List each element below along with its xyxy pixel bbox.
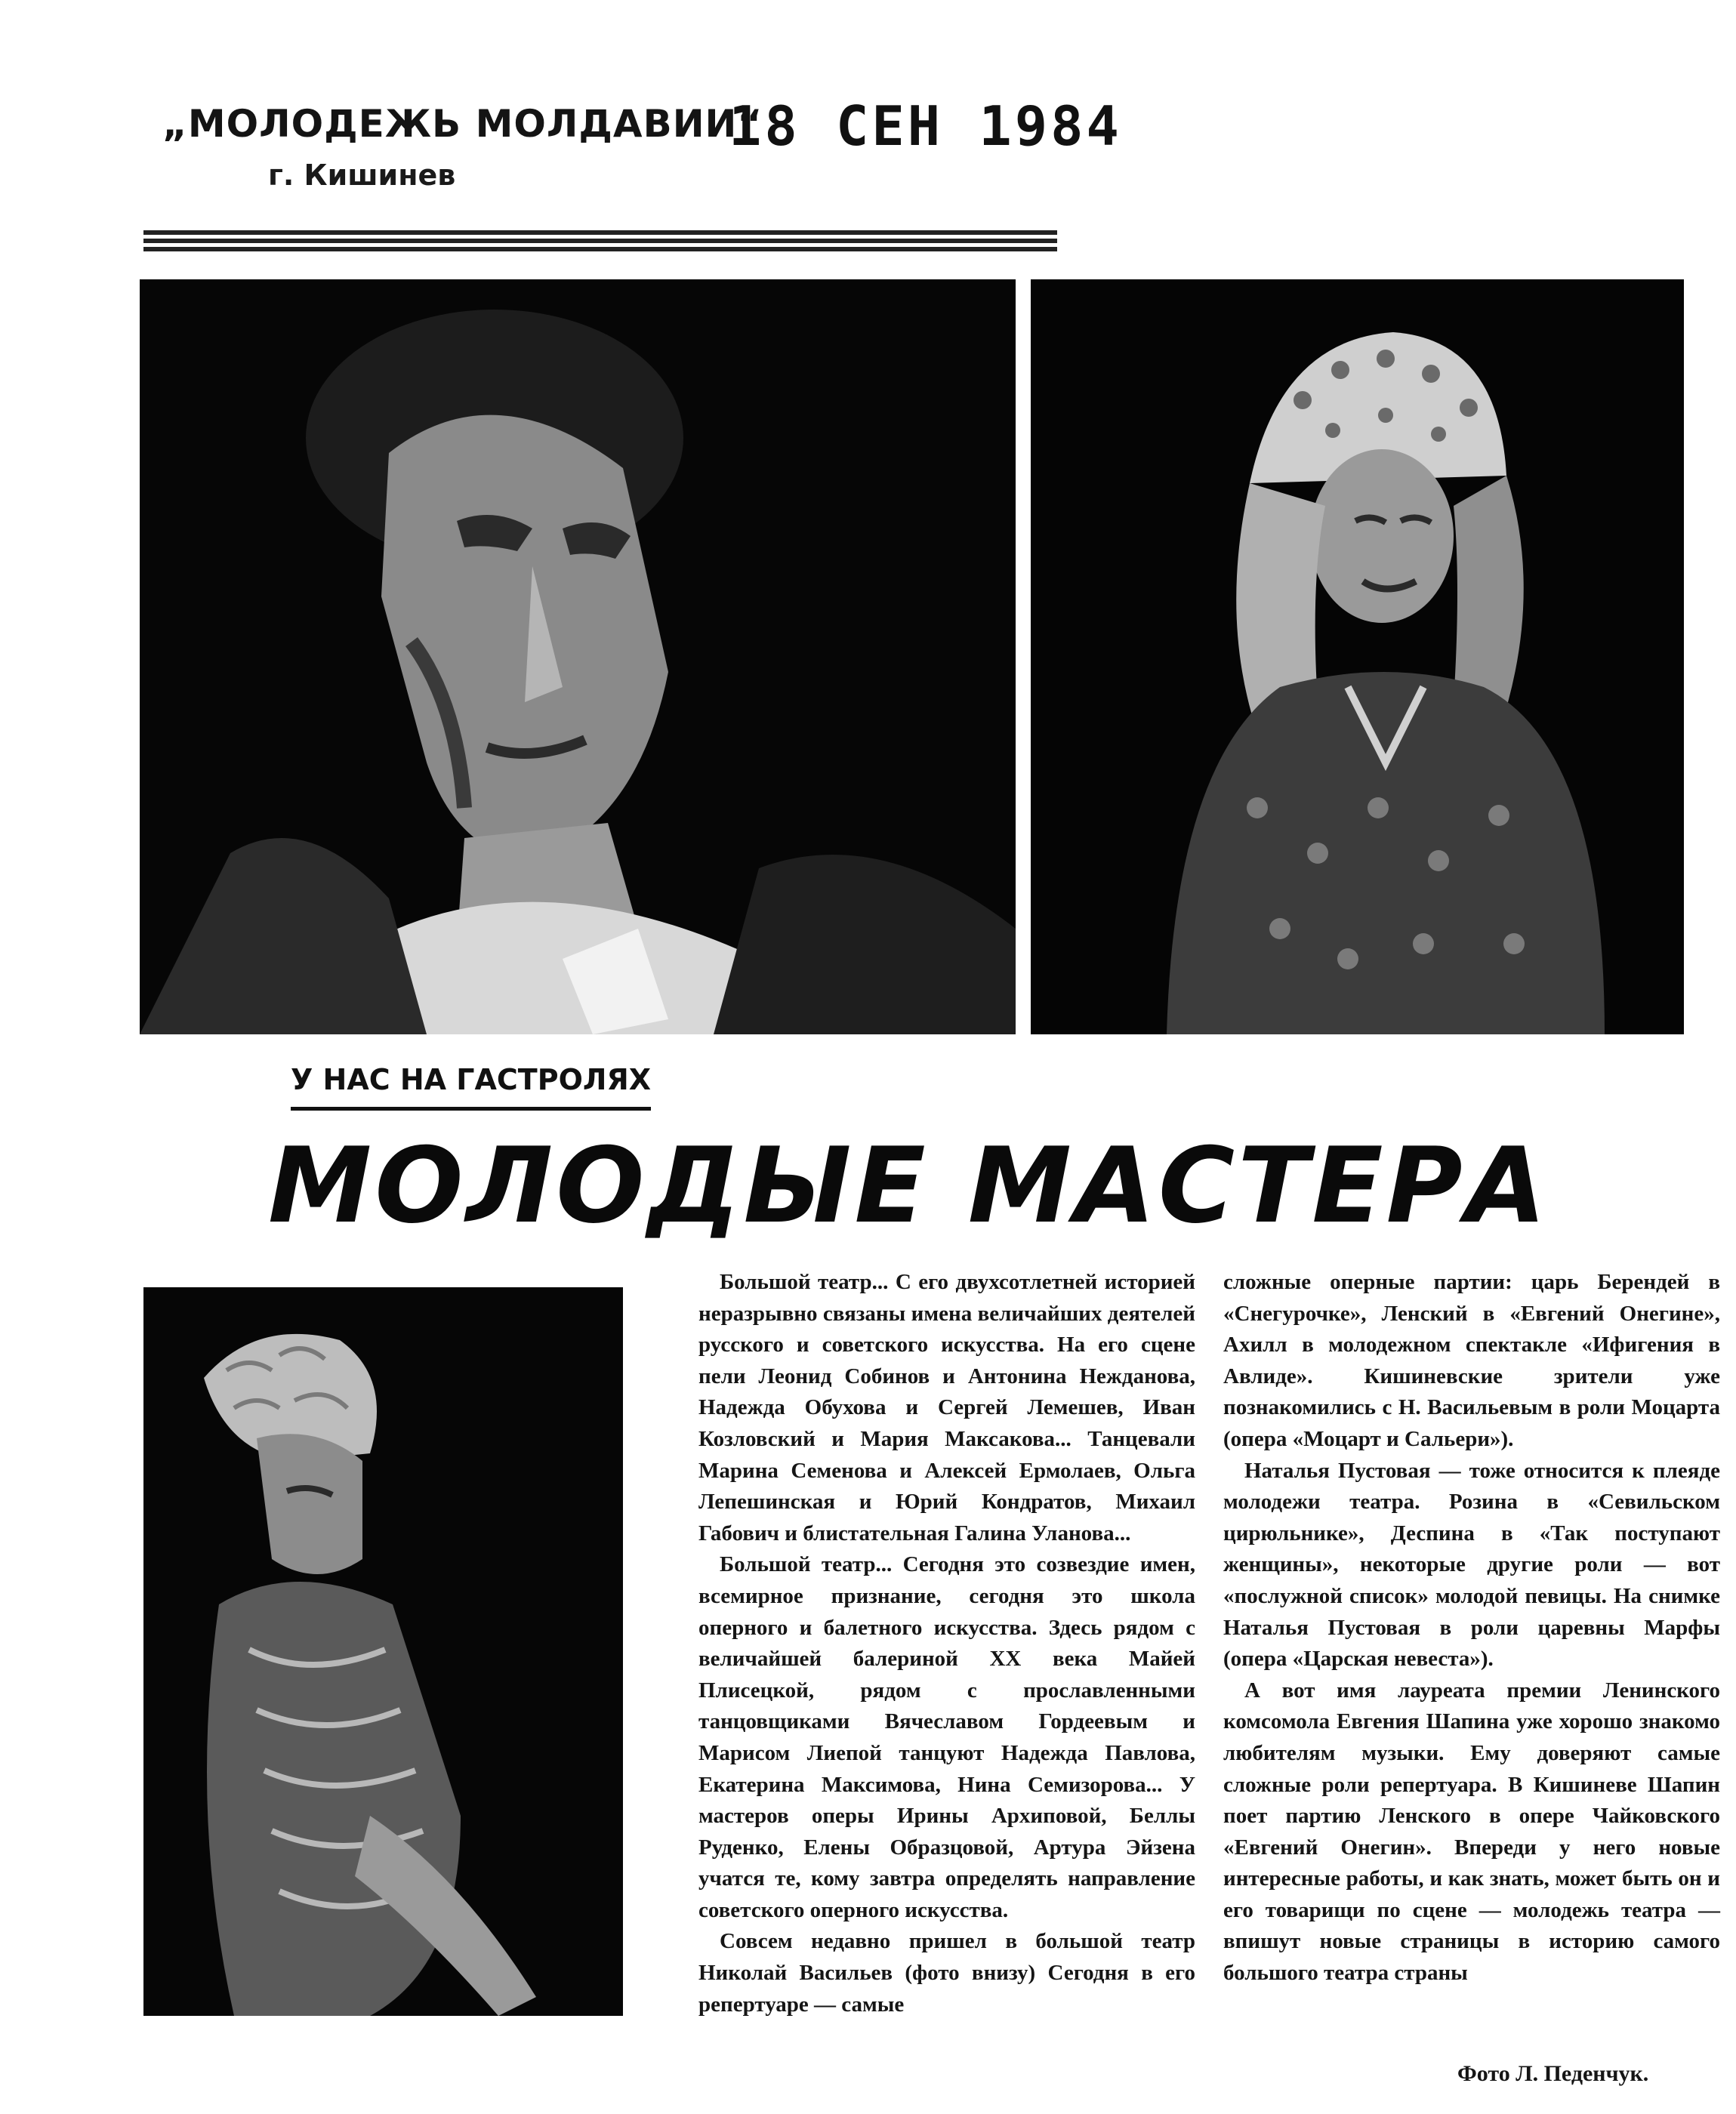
section-rubric: У НАС НА ГАСТРОЛЯХ <box>291 1063 651 1111</box>
singer-kokoshnik-image <box>1031 279 1684 1034</box>
article-paragraph: Совсем недавно пришел в большой театр Николай Васильев (фото внизу) Сегодня в его репертуаре — самые <box>698 1929 1195 2017</box>
article-column-1 <box>698 1267 1195 2020</box>
portrait-man-image <box>140 279 1016 1034</box>
header-rule <box>143 230 1057 255</box>
photo-credit: Фото Л. Педенчук. <box>1457 2061 1649 2086</box>
article-paragraph: Наталья Пустовая — тоже относится к плеяде молодежи театра. Розина в «Севильском цирюльнике», Деспина в «Так поступают женщины», некоторые другие роли — вот «послужной список» молодой певицы. На снимке Наталья Пустовая в роли царевны Марфы (опера «Царская невеста»). <box>1223 1458 1720 1672</box>
article-paragraph: А вот имя лауреата премии Ленинского комсомола Евгения Шапина уже хорошо знакомо любителям музыки. Ему доверяют самые сложные роли репертуара. В Кишиневе Шапин поет партию Ленского в опере Чайковского «Евгений Онегин». Впереди у него новые интересные работы, и как знать, может быть он и его товарищи по сцене — молодежь театра — впишут новые страницы в историю самого большого театра страны <box>1223 1678 1720 1986</box>
article-headline: МОЛОДЫЕ МАСТЕРА <box>268 1125 1549 1247</box>
newspaper-city: г. Кишинев <box>268 159 456 192</box>
article-paragraph: Большой театр... С его двухсотлетней историей неразрывно связаны имена величайших деятелей русского и советского искусства. На его сцене пели Леонид Собинов и Антонина Нежданова, Надежда Обухова и Сергей Лемешев, Иван Козловский и Мария Максакова... Танцевали Марина Семенова и Алексей Ермолаев, Ольга Лепешинская и Юрий Кондратов, Михаил Габович и блистательная Галина Уланова... <box>698 1270 1195 1545</box>
article-column-2 <box>1223 1267 1720 1989</box>
article-paragraph: Большой театр... Сегодня это созвездие имен, всемирное признание, сегодня это школа оперного и балетного искусства. Здесь рядом с величайшей балериной XX века Майей Плисецкой, рядом с прославленными танцовщиками Вячеславом Гордеевым и Марисом Лиепой танцуют Надежда Павлова, Екатерина Максимова, Нина Семизорова... У мастеров оперы Ирины Архиповой, Беллы Руденко, Елены Образцовой, Артура Эйзена учатся те, кому завтра определять направление советского оперного искусства. <box>698 1552 1195 1922</box>
photo-top-left-portrait <box>140 279 1016 1034</box>
article-paragraph: сложные оперные партии: царь Берендей в «Снегурочке», Ленский в «Евгений Онегине», Ахилл в молодежном спектакле «Ифигения в Авлиде». Кишиневские зрители уже познакомились с Н. Васильевым в роли Моцарта (опера «Моцарт и Сальери»). <box>1223 1270 1720 1451</box>
photo-bottom-left-performer <box>143 1287 623 2016</box>
date-stamp: 18 СЕН 1984 <box>729 94 1122 158</box>
performer-costume-image <box>143 1287 623 2016</box>
photo-top-right-singer <box>1031 279 1684 1034</box>
newspaper-title: „МОЛОДЕЖЬ МОЛДАВИИ“ <box>162 102 763 146</box>
